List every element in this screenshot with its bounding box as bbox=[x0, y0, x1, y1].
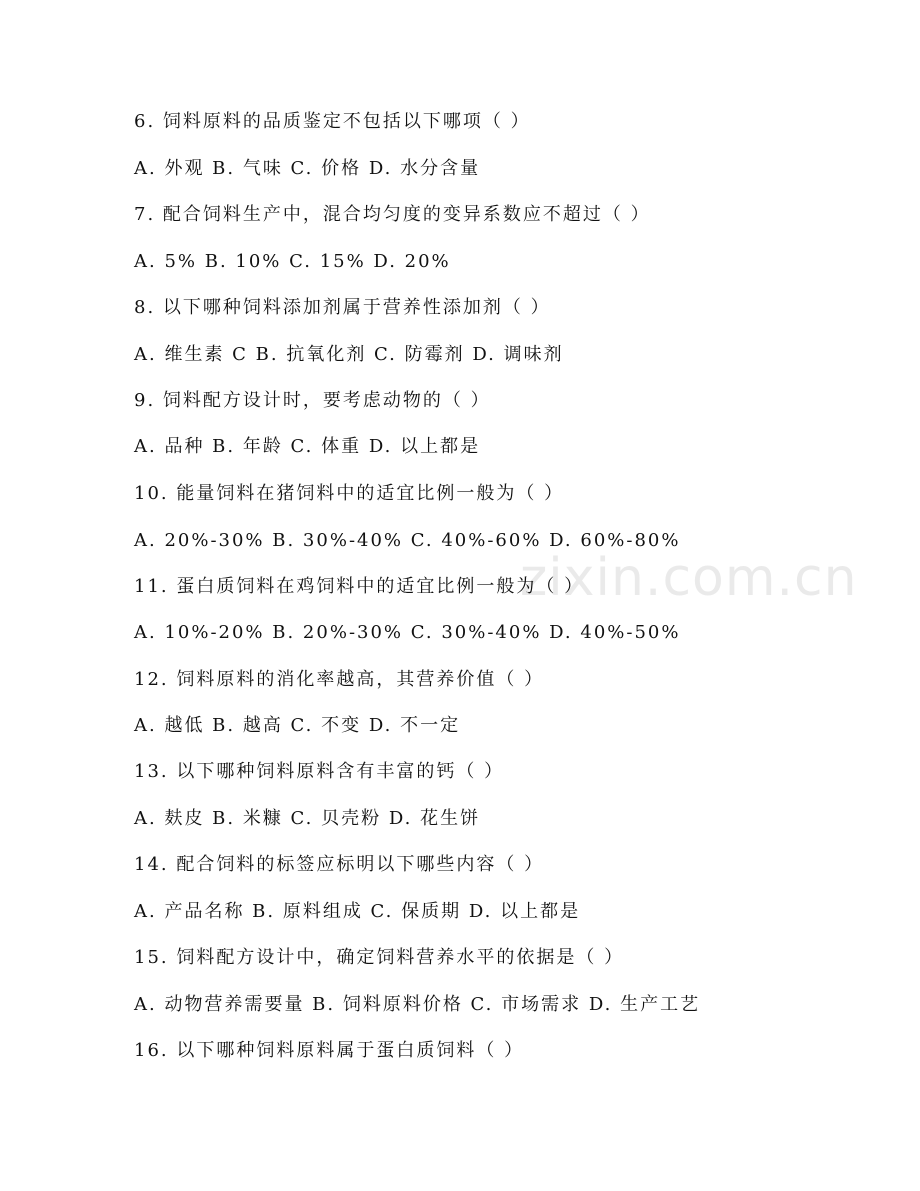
options-8: A. 维生素 C B. 抗氧化剂 C. 防霉剂 D. 调味剂 bbox=[134, 344, 564, 365]
question-9: 9. 饲料配方设计时，要考虑动物的（ ） bbox=[134, 390, 491, 411]
options-10: A. 20%-30% B. 30%-40% C. 40%-60% D. 60%-80% bbox=[134, 530, 681, 551]
question-14: 14. 配合饲料的标签应标明以下哪些内容（ ） bbox=[134, 854, 545, 875]
question-10: 10. 能量饲料在猪饲料中的适宜比例一般为（ ） bbox=[134, 483, 565, 504]
question-16: 16. 以下哪种饲料原料属于蛋白质饲料（ ） bbox=[134, 1040, 525, 1061]
question-15: 15. 饲料配方设计中，确定饲料营养水平的依据是（ ） bbox=[134, 947, 625, 968]
options-7: A. 5% B. 10% C. 15% D. 20% bbox=[134, 251, 451, 272]
options-13: A. 麸皮 B. 米糠 C. 贝壳粉 D. 花生饼 bbox=[134, 808, 481, 829]
watermark: zixin.com.cn bbox=[520, 548, 858, 608]
question-13: 13. 以下哪种饲料原料含有丰富的钙（ ） bbox=[134, 761, 505, 782]
options-9: A. 品种 B. 年龄 C. 体重 D. 以上都是 bbox=[134, 436, 481, 457]
options-14: A. 产品名称 B. 原料组成 C. 保质期 D. 以上都是 bbox=[134, 901, 581, 922]
options-12: A. 越低 B. 越高 C. 不变 D. 不一定 bbox=[134, 715, 461, 736]
options-15: A. 动物营养需要量 B. 饲料原料价格 C. 市场需求 D. 生产工艺 bbox=[134, 994, 701, 1015]
question-12: 12. 饲料原料的消化率越高，其营养价值（ ） bbox=[134, 669, 545, 690]
question-6: 6. 饲料原料的品质鉴定不包括以下哪项（ ） bbox=[134, 111, 531, 132]
question-7: 7. 配合饲料生产中，混合均匀度的变异系数应不超过（ ） bbox=[134, 204, 651, 225]
options-11: A. 10%-20% B. 20%-30% C. 30%-40% D. 40%-50% bbox=[134, 622, 681, 643]
question-11: 11. 蛋白质饲料在鸡饲料中的适宜比例一般为（ ） bbox=[134, 576, 585, 597]
question-8: 8. 以下哪种饲料添加剂属于营养性添加剂（ ） bbox=[134, 297, 551, 318]
options-6: A. 外观 B. 气味 C. 价格 D. 水分含量 bbox=[134, 158, 481, 179]
